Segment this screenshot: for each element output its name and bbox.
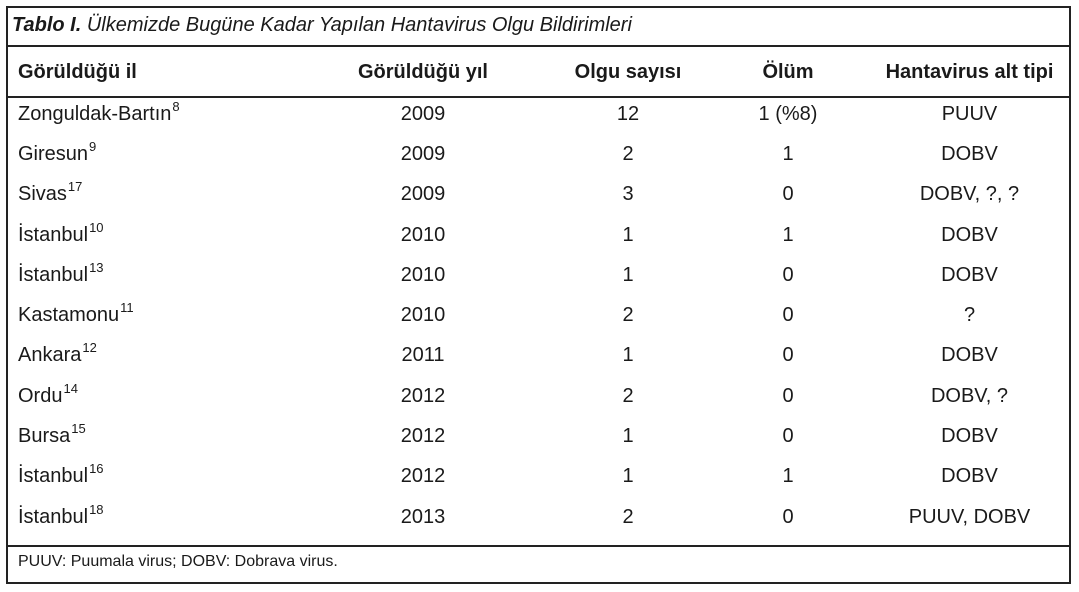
cell-year: 2010 [400, 263, 446, 286]
cell-deaths: 1 [782, 223, 794, 246]
cell-place [8, 94, 308, 134]
cell-year: 2012 [400, 384, 446, 407]
place-name: Sivas [18, 183, 67, 206]
cell-cases: 2 [622, 384, 634, 407]
place-name: Ankara [18, 344, 82, 367]
reference-number: 16 [89, 461, 104, 477]
cell-place [8, 175, 308, 215]
place-name: İstanbul [18, 505, 89, 528]
cell-cases: 2 [622, 304, 634, 327]
cell-deaths: 0 [782, 425, 794, 448]
cell-subtype: PUUV, DOBV [908, 505, 1031, 528]
column-header-deaths: Ölüm [762, 60, 814, 83]
cell-cases: 2 [622, 142, 634, 165]
place-name: Ordu [18, 384, 63, 407]
cell-year: 2009 [400, 183, 446, 206]
cell-year: 2009 [400, 142, 446, 165]
place-name: Giresun [18, 142, 89, 165]
place-name: Kastamonu [18, 304, 120, 327]
table-row [8, 215, 1079, 255]
reference-number: 12 [82, 340, 97, 356]
cell-place [8, 497, 308, 537]
reference-number: 13 [89, 259, 104, 275]
reference-number: 17 [67, 179, 83, 195]
cell-subtype: DOBV [941, 142, 998, 165]
cell-place [8, 457, 308, 497]
caption-label: Tablo I. [12, 14, 82, 36]
table-row [8, 497, 1079, 537]
cell-place [8, 215, 308, 255]
place-name: Bursa [18, 425, 71, 448]
table-body [8, 94, 1079, 537]
cell-year: 2010 [400, 223, 446, 246]
cell-place [8, 295, 308, 335]
place-name: Zonguldak-Bartın [18, 102, 172, 125]
cell-deaths: 1 [782, 465, 794, 488]
cell-year: 2012 [400, 425, 446, 448]
cell-deaths: 1 (%8) [758, 102, 818, 125]
place-name: İstanbul [18, 263, 89, 286]
cell-subtype: PUUV [941, 102, 998, 125]
cell-subtype: ? [963, 304, 976, 327]
cell-subtype: DOBV [941, 465, 998, 488]
table-row [8, 255, 1079, 295]
reference-number: 11 [120, 300, 134, 316]
cell-deaths: 1 [782, 142, 794, 165]
table-row [8, 295, 1079, 335]
cell-year: 2009 [400, 102, 446, 125]
column-header-subtype: Hantavirus alt tipi [885, 60, 1054, 83]
cell-deaths: 0 [782, 344, 794, 367]
cell-deaths: 0 [782, 304, 794, 327]
table-row [8, 134, 1079, 174]
cell-year: 2013 [400, 505, 446, 528]
cell-subtype: DOBV, ?, ? [919, 183, 1020, 206]
cell-cases: 1 [622, 465, 634, 488]
reference-number: 9 [89, 138, 97, 154]
cell-place [8, 416, 308, 456]
table-row [8, 336, 1079, 376]
column-header-cases: Olgu sayısı [574, 60, 682, 83]
table-caption [12, 14, 632, 37]
cell-cases: 3 [622, 183, 634, 206]
caption-rule [8, 45, 1071, 47]
table-row [8, 376, 1079, 416]
header-row [8, 50, 1079, 94]
reference-number: 14 [63, 380, 78, 396]
footnote: PUUV: Puumala virus; DOBV: Dobrava virus. [18, 553, 338, 570]
cell-place [8, 376, 308, 416]
cell-cases: 1 [622, 344, 634, 367]
bottom-rule [8, 545, 1071, 547]
cell-year: 2011 [401, 344, 445, 367]
table-row [8, 457, 1079, 497]
cell-subtype: DOBV [941, 223, 998, 246]
cell-cases: 1 [622, 263, 634, 286]
reference-number: 18 [89, 501, 104, 517]
cell-year: 2012 [400, 465, 446, 488]
cell-subtype: DOBV [941, 263, 998, 286]
cell-place [8, 255, 308, 295]
cell-place [8, 336, 308, 376]
table-row [8, 175, 1079, 215]
cell-subtype: DOBV [941, 425, 998, 448]
cell-cases: 12 [616, 102, 640, 125]
cell-place [8, 134, 308, 174]
reference-number: 15 [71, 421, 86, 437]
table-row [8, 94, 1079, 134]
cell-deaths: 0 [782, 263, 794, 286]
cell-cases: 1 [622, 223, 634, 246]
column-header-place: Görüldüğü il [18, 60, 137, 83]
place-name: İstanbul [18, 465, 89, 488]
reference-number: 8 [172, 98, 180, 114]
cell-subtype: DOBV [941, 344, 998, 367]
table-row [8, 416, 1079, 456]
data-table [8, 50, 1079, 537]
reference-number: 10 [89, 219, 104, 235]
caption-title: Ülkemizde Bugüne Kadar Yapılan Hantavirus Olgu Bildirimleri [86, 14, 632, 36]
cell-year: 2010 [400, 304, 446, 327]
cell-subtype: DOBV, ? [930, 384, 1009, 407]
place-name: İstanbul [18, 223, 89, 246]
column-header-year: Görüldüğü yıl [358, 60, 488, 83]
cell-deaths: 0 [782, 183, 794, 206]
cell-deaths: 0 [782, 384, 794, 407]
cell-cases: 1 [622, 425, 634, 448]
cell-deaths: 0 [782, 505, 794, 528]
cell-cases: 2 [622, 505, 634, 528]
